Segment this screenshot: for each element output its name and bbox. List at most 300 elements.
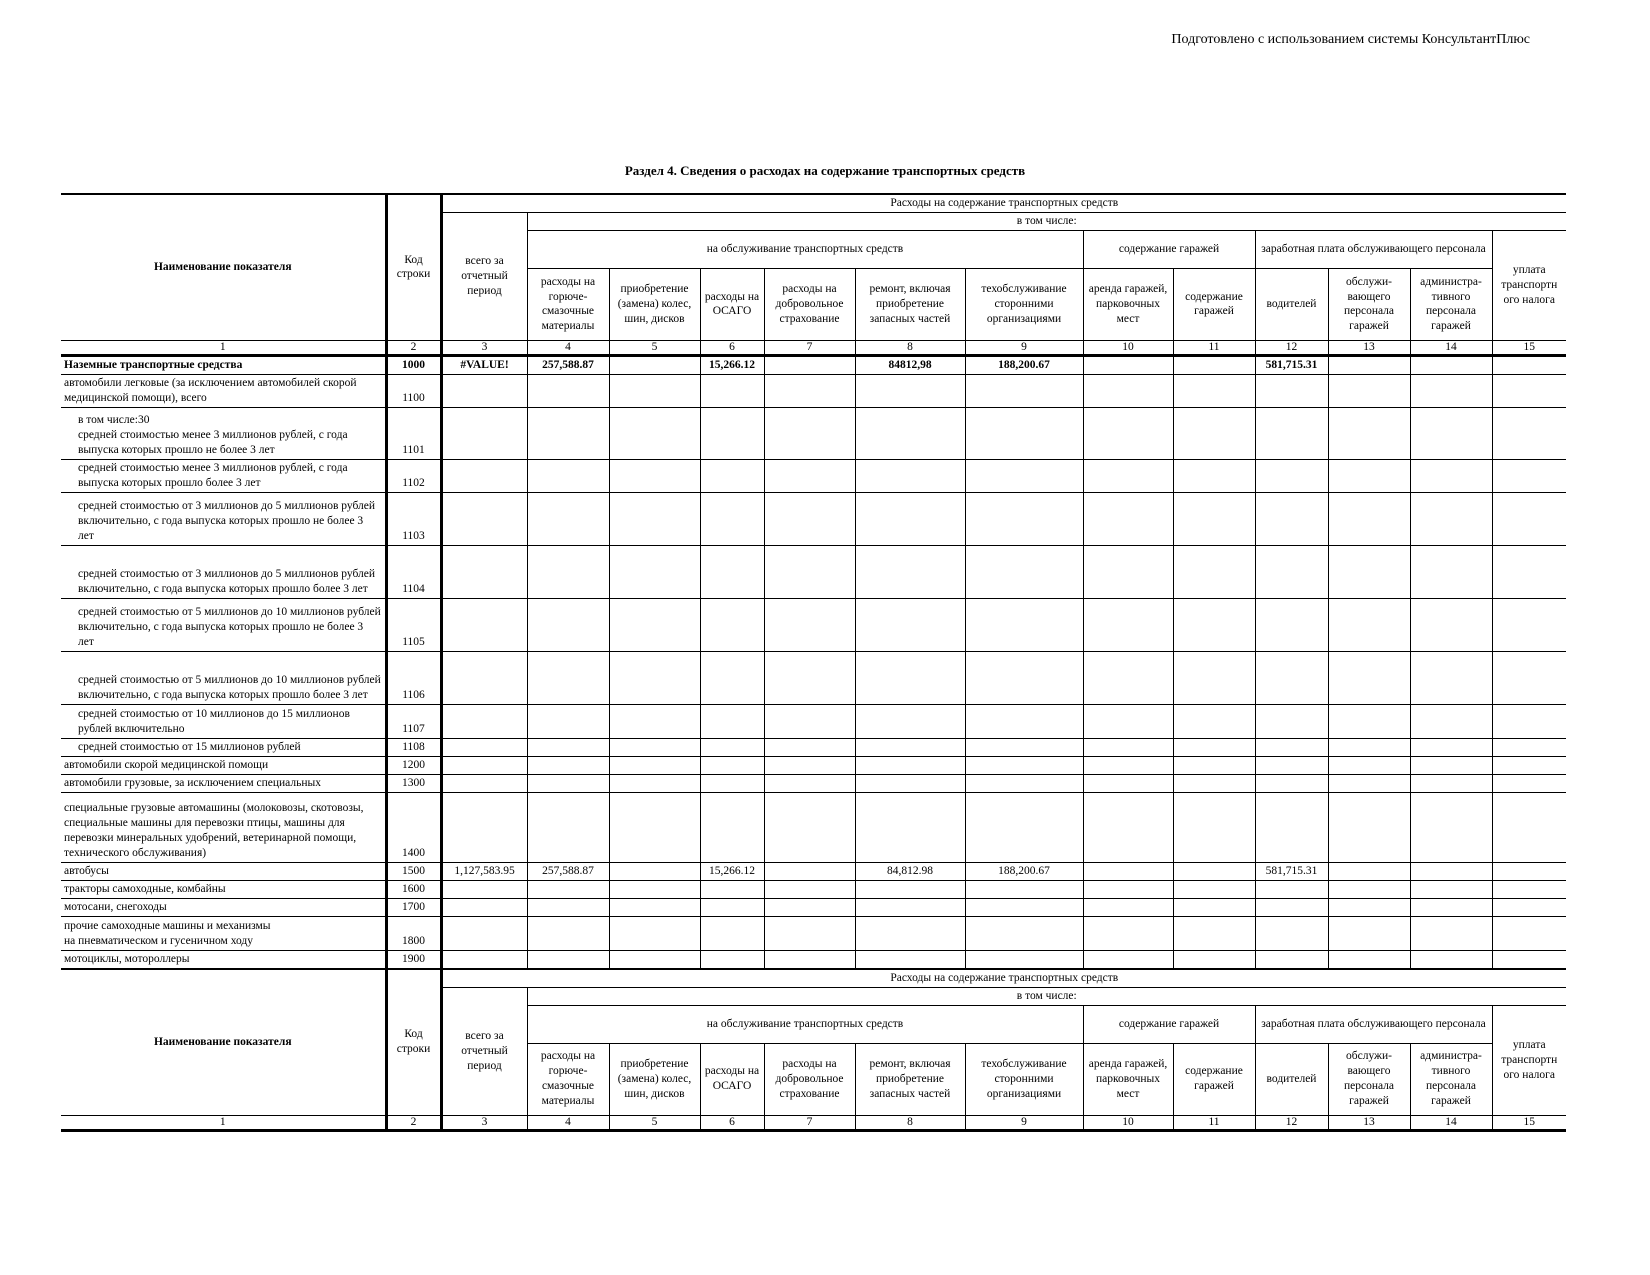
value-cell	[1328, 545, 1410, 598]
column-number: 1	[61, 1115, 386, 1130]
value-cell	[1328, 792, 1410, 862]
header-c10: аренда гаражей, парковочных мест	[1083, 1043, 1173, 1115]
row-name: автомобили грузовые, за исключением специальных	[61, 774, 386, 792]
header-including: в том числе:	[527, 987, 1566, 1005]
value-cell	[609, 898, 700, 916]
value-cell	[700, 880, 764, 898]
value-cell	[965, 704, 1083, 738]
header-code: Код строки	[386, 194, 441, 340]
header-service: на обслуживание транспортных средств	[527, 1005, 1083, 1043]
value-cell	[1173, 880, 1255, 898]
value-cell	[965, 407, 1083, 459]
value-cell	[1255, 950, 1328, 968]
value-cell	[1173, 756, 1255, 774]
header-tax: уплата транспортн ого налога	[1492, 1005, 1566, 1115]
value-cell	[965, 492, 1083, 545]
value-cell	[965, 738, 1083, 756]
value-cell	[700, 407, 764, 459]
value-cell	[609, 598, 700, 651]
row-name: автомобили скорой медицинской помощи	[61, 756, 386, 774]
header-c4: расходы на горюче-смазочные материалы	[527, 1043, 609, 1115]
bottom-header-row-1	[61, 969, 1566, 987]
header-c11: содержание гаражей	[1173, 1043, 1255, 1115]
value-cell	[764, 407, 855, 459]
column-number: 13	[1328, 1115, 1410, 1130]
row-code: 1100	[386, 374, 441, 407]
value-cell	[965, 598, 1083, 651]
header-tax: уплата транспортн ого налога	[1492, 230, 1566, 340]
row-name: средней стоимостью от 3 миллионов до 5 миллионов рублей включительно, с года выпуска которых прошло более 3 лет	[61, 545, 386, 598]
value-cell	[609, 950, 700, 968]
value-cell	[1255, 407, 1328, 459]
value-cell	[700, 545, 764, 598]
column-number: 3	[441, 340, 527, 355]
table-row	[61, 880, 1566, 898]
value-cell	[609, 862, 700, 880]
table-row	[61, 756, 1566, 774]
header-c6: расходы на ОСАГО	[700, 1043, 764, 1115]
row-name: Наземные транспортные средства	[61, 355, 386, 374]
value-cell	[1492, 704, 1566, 738]
value-cell	[1173, 374, 1255, 407]
value-cell	[764, 492, 855, 545]
value-cell	[609, 756, 700, 774]
value-cell	[855, 407, 965, 459]
value-cell	[527, 492, 609, 545]
value-cell	[1410, 374, 1492, 407]
value-cell	[1083, 407, 1173, 459]
table-row	[61, 492, 1566, 545]
value-cell: 257,588.87	[527, 355, 609, 374]
value-cell	[1328, 738, 1410, 756]
value-cell	[764, 862, 855, 880]
value-cell	[855, 950, 965, 968]
value-cell	[1492, 355, 1566, 374]
value-cell	[1083, 950, 1173, 968]
row-name: средней стоимостью от 10 миллионов до 15 миллионов рублей включительно	[61, 704, 386, 738]
row-code: 1000	[386, 355, 441, 374]
header-salary: заработная плата обслуживающего персонала	[1255, 1005, 1492, 1043]
value-cell	[441, 738, 527, 756]
value-cell	[1083, 862, 1173, 880]
value-cell	[764, 459, 855, 492]
column-number: 4	[527, 1115, 609, 1130]
value-cell	[700, 792, 764, 862]
header-c14: администра-тивного персонала гаражей	[1410, 1043, 1492, 1115]
value-cell	[1083, 704, 1173, 738]
value-cell	[1083, 355, 1173, 374]
value-cell	[1173, 862, 1255, 880]
value-cell	[441, 374, 527, 407]
value-cell	[609, 880, 700, 898]
header-total: всего за отчетный период	[441, 212, 527, 340]
value-cell	[1410, 738, 1492, 756]
value-cell	[1492, 374, 1566, 407]
column-number: 9	[965, 340, 1083, 355]
table-body	[61, 355, 1566, 968]
top-header-row-1	[61, 194, 1566, 212]
value-cell	[527, 774, 609, 792]
table-row	[61, 407, 1566, 459]
value-cell	[855, 651, 965, 704]
value-cell: 188,200.67	[965, 862, 1083, 880]
value-cell	[609, 459, 700, 492]
value-cell	[441, 916, 527, 950]
value-cell	[764, 598, 855, 651]
value-cell	[1492, 738, 1566, 756]
value-cell	[441, 459, 527, 492]
value-cell	[965, 459, 1083, 492]
header-c8: ремонт, включая приобретение запасных частей	[855, 268, 965, 340]
header-c7: расходы на добровольное страхование	[764, 268, 855, 340]
column-number: 7	[764, 340, 855, 355]
header-c9: техобслуживание сторонними организациями	[965, 268, 1083, 340]
value-cell	[1083, 598, 1173, 651]
header-garages: содержание гаражей	[1083, 230, 1255, 268]
row-name: мотосани, снегоходы	[61, 898, 386, 916]
table-row	[61, 792, 1566, 862]
value-cell	[441, 545, 527, 598]
value-cell	[1173, 950, 1255, 968]
row-name: средней стоимостью от 5 миллионов до 10 миллионов рублей включительно, с года выпуска которых прошло более 3 лет	[61, 651, 386, 704]
value-cell	[527, 792, 609, 862]
value-cell	[1492, 492, 1566, 545]
value-cell: 84812,98	[855, 355, 965, 374]
bottom-header-column-numbers	[61, 1115, 1566, 1130]
header-service: на обслуживание транспортных средств	[527, 230, 1083, 268]
value-cell: 84,812.98	[855, 862, 965, 880]
header-c9: техобслуживание сторонними организациями	[965, 1043, 1083, 1115]
value-cell	[700, 898, 764, 916]
value-cell	[527, 756, 609, 774]
value-cell	[700, 459, 764, 492]
value-cell	[1083, 459, 1173, 492]
column-number: 10	[1083, 340, 1173, 355]
header-c14: администра-тивного персонала гаражей	[1410, 268, 1492, 340]
value-cell	[1173, 407, 1255, 459]
value-cell	[1083, 651, 1173, 704]
value-cell: 581,715.31	[1255, 862, 1328, 880]
value-cell	[1328, 756, 1410, 774]
value-cell	[527, 880, 609, 898]
value-cell	[527, 916, 609, 950]
value-cell	[1083, 792, 1173, 862]
value-cell	[1410, 950, 1492, 968]
column-number: 2	[386, 1115, 441, 1130]
value-cell	[1255, 545, 1328, 598]
value-cell	[1410, 916, 1492, 950]
value-cell	[527, 651, 609, 704]
table-row	[61, 545, 1566, 598]
row-name: автомобили легковые (за исключением автомобилей скорой медицинской помощи), всего	[61, 374, 386, 407]
value-cell	[527, 545, 609, 598]
value-cell	[1492, 598, 1566, 651]
value-cell	[1255, 459, 1328, 492]
value-cell	[1083, 545, 1173, 598]
header-code: Код строки	[386, 969, 441, 1115]
value-cell	[855, 898, 965, 916]
header-name: Наименование показателя	[61, 969, 386, 1115]
value-cell	[855, 880, 965, 898]
table-row	[61, 459, 1566, 492]
value-cell: 188,200.67	[965, 355, 1083, 374]
row-name: прочие самоходные машины и механизмы на пневматическом и гусеничном ходу	[61, 916, 386, 950]
value-cell	[441, 492, 527, 545]
row-code: 1200	[386, 756, 441, 774]
header-total: всего за отчетный период	[441, 987, 527, 1115]
value-cell	[1410, 598, 1492, 651]
row-code: 1105	[386, 598, 441, 651]
table-row	[61, 774, 1566, 792]
column-number: 5	[609, 340, 700, 355]
row-code: 1600	[386, 880, 441, 898]
value-cell	[965, 545, 1083, 598]
value-cell	[1083, 492, 1173, 545]
value-cell	[1083, 898, 1173, 916]
value-cell: 1,127,583.95	[441, 862, 527, 880]
header-garages: содержание гаражей	[1083, 1005, 1255, 1043]
column-number: 12	[1255, 340, 1328, 355]
value-cell	[965, 792, 1083, 862]
row-name: в том числе:30 средней стоимостью менее 3 миллионов рублей, с года выпуска которых прошло не более 3 лет	[61, 407, 386, 459]
value-cell	[1328, 898, 1410, 916]
value-cell	[1173, 898, 1255, 916]
value-cell	[700, 374, 764, 407]
value-cell	[1328, 355, 1410, 374]
value-cell	[1255, 880, 1328, 898]
value-cell	[700, 774, 764, 792]
column-number: 8	[855, 340, 965, 355]
value-cell	[1083, 374, 1173, 407]
value-cell	[527, 374, 609, 407]
value-cell	[1173, 459, 1255, 492]
value-cell	[1173, 598, 1255, 651]
header-c5: приобретение (замена) колес, шин, дисков	[609, 268, 700, 340]
value-cell	[1173, 704, 1255, 738]
column-number: 6	[700, 340, 764, 355]
value-cell	[1410, 355, 1492, 374]
value-cell	[855, 545, 965, 598]
value-cell	[1410, 492, 1492, 545]
value-cell	[1255, 492, 1328, 545]
value-cell	[1173, 651, 1255, 704]
value-cell	[1328, 492, 1410, 545]
value-cell	[1173, 355, 1255, 374]
value-cell	[965, 950, 1083, 968]
table-row	[61, 898, 1566, 916]
column-number: 15	[1492, 340, 1566, 355]
value-cell	[764, 880, 855, 898]
value-cell	[1255, 598, 1328, 651]
header-c12: водителей	[1255, 1043, 1328, 1115]
value-cell	[1173, 738, 1255, 756]
value-cell	[965, 898, 1083, 916]
value-cell	[1328, 916, 1410, 950]
value-cell	[609, 407, 700, 459]
value-cell	[1492, 407, 1566, 459]
column-number: 2	[386, 340, 441, 355]
value-cell	[609, 738, 700, 756]
value-cell	[527, 407, 609, 459]
value-cell: #VALUE!	[441, 355, 527, 374]
value-cell	[1255, 792, 1328, 862]
row-name: тракторы самоходные, комбайны	[61, 880, 386, 898]
column-number: 5	[609, 1115, 700, 1130]
table-row	[61, 598, 1566, 651]
header-c5: приобретение (замена) колес, шин, дисков	[609, 1043, 700, 1115]
value-cell	[1255, 738, 1328, 756]
table-row	[61, 355, 1566, 374]
column-number: 1	[61, 340, 386, 355]
row-code: 1106	[386, 651, 441, 704]
row-code: 1108	[386, 738, 441, 756]
value-cell	[1173, 792, 1255, 862]
row-code: 1300	[386, 774, 441, 792]
row-name: мотоциклы, мотороллеры	[61, 950, 386, 968]
value-cell: 581,715.31	[1255, 355, 1328, 374]
value-cell	[1173, 545, 1255, 598]
column-number: 11	[1173, 340, 1255, 355]
value-cell	[1255, 916, 1328, 950]
value-cell	[441, 950, 527, 968]
page-title: Раздел 4. Сведения о расходах на содержание транспортных средств	[624, 163, 1026, 178]
value-cell	[1492, 862, 1566, 880]
row-name: специальные грузовые автомашины (молоковозы, скотовозы, специальные машины для перевозки птицы, машины для перевозки минеральных удобрений, ветеринарной помощи, технического обслуживания)	[61, 792, 386, 862]
value-cell	[441, 898, 527, 916]
value-cell	[855, 774, 965, 792]
value-cell	[1410, 880, 1492, 898]
value-cell	[1083, 774, 1173, 792]
value-cell	[1492, 792, 1566, 862]
column-number: 9	[965, 1115, 1083, 1130]
value-cell	[1492, 950, 1566, 968]
top-header-column-numbers	[61, 340, 1566, 355]
value-cell	[855, 704, 965, 738]
column-number: 14	[1410, 340, 1492, 355]
row-code: 1500	[386, 862, 441, 880]
header-expenses: Расходы на содержание транспортных средств	[441, 194, 1566, 212]
value-cell	[1173, 492, 1255, 545]
row-code: 1900	[386, 950, 441, 968]
value-cell	[1328, 598, 1410, 651]
header-c10: аренда гаражей, парковочных мест	[1083, 268, 1173, 340]
row-code: 1700	[386, 898, 441, 916]
value-cell	[527, 738, 609, 756]
value-cell	[1328, 407, 1410, 459]
value-cell	[700, 738, 764, 756]
value-cell	[700, 598, 764, 651]
header-including: в том числе:	[527, 212, 1566, 230]
value-cell	[700, 704, 764, 738]
value-cell	[965, 880, 1083, 898]
value-cell	[1255, 704, 1328, 738]
table-row	[61, 651, 1566, 704]
value-cell	[965, 756, 1083, 774]
column-number: 6	[700, 1115, 764, 1130]
value-cell	[1173, 916, 1255, 950]
value-cell	[1328, 862, 1410, 880]
row-name: средней стоимостью от 3 миллионов до 5 миллионов рублей включительно, с года выпуска которых прошло не более 3 лет	[61, 492, 386, 545]
value-cell	[1492, 545, 1566, 598]
value-cell	[965, 774, 1083, 792]
header-salary: заработная плата обслуживающего персонала	[1255, 230, 1492, 268]
header-c7: расходы на добровольное страхование	[764, 1043, 855, 1115]
value-cell	[441, 651, 527, 704]
row-name: средней стоимостью от 15 миллионов рублей	[61, 738, 386, 756]
value-cell	[1410, 792, 1492, 862]
consultant-plus-note: Подготовлено с использованием системы КонсультантПлюс	[1171, 32, 1530, 47]
value-cell	[1328, 950, 1410, 968]
value-cell	[1255, 756, 1328, 774]
value-cell	[700, 492, 764, 545]
header-c13: обслужи-вающего персонала гаражей	[1328, 268, 1410, 340]
value-cell	[1410, 459, 1492, 492]
value-cell	[965, 916, 1083, 950]
value-cell	[1328, 651, 1410, 704]
value-cell	[609, 916, 700, 950]
value-cell	[527, 598, 609, 651]
row-code: 1107	[386, 704, 441, 738]
value-cell	[1255, 898, 1328, 916]
value-cell	[1410, 774, 1492, 792]
value-cell	[609, 792, 700, 862]
value-cell	[1410, 651, 1492, 704]
value-cell	[1328, 774, 1410, 792]
column-number: 14	[1410, 1115, 1492, 1130]
value-cell	[764, 774, 855, 792]
column-number: 3	[441, 1115, 527, 1130]
column-number: 7	[764, 1115, 855, 1130]
value-cell	[764, 355, 855, 374]
value-cell	[700, 950, 764, 968]
table-row	[61, 862, 1566, 880]
value-cell	[764, 792, 855, 862]
value-cell	[1492, 898, 1566, 916]
value-cell	[855, 738, 965, 756]
column-number: 13	[1328, 340, 1410, 355]
value-cell	[1492, 756, 1566, 774]
header-name: Наименование показателя	[61, 194, 386, 340]
value-cell	[1083, 738, 1173, 756]
value-cell	[764, 704, 855, 738]
value-cell	[855, 756, 965, 774]
value-cell	[441, 880, 527, 898]
value-cell	[527, 704, 609, 738]
value-cell	[700, 756, 764, 774]
value-cell	[855, 492, 965, 545]
row-name: автобусы	[61, 862, 386, 880]
value-cell	[764, 738, 855, 756]
table-row	[61, 704, 1566, 738]
value-cell	[1173, 774, 1255, 792]
value-cell	[700, 651, 764, 704]
row-code: 1800	[386, 916, 441, 950]
value-cell	[441, 774, 527, 792]
value-cell	[764, 651, 855, 704]
table-row	[61, 950, 1566, 968]
header-c11: содержание гаражей	[1173, 268, 1255, 340]
column-number: 15	[1492, 1115, 1566, 1130]
value-cell	[1410, 704, 1492, 738]
value-cell	[764, 898, 855, 916]
value-cell	[1492, 459, 1566, 492]
value-cell: 15,266.12	[700, 862, 764, 880]
column-number: 4	[527, 340, 609, 355]
column-number: 12	[1255, 1115, 1328, 1130]
column-number: 8	[855, 1115, 965, 1130]
value-cell	[527, 898, 609, 916]
value-cell	[764, 916, 855, 950]
